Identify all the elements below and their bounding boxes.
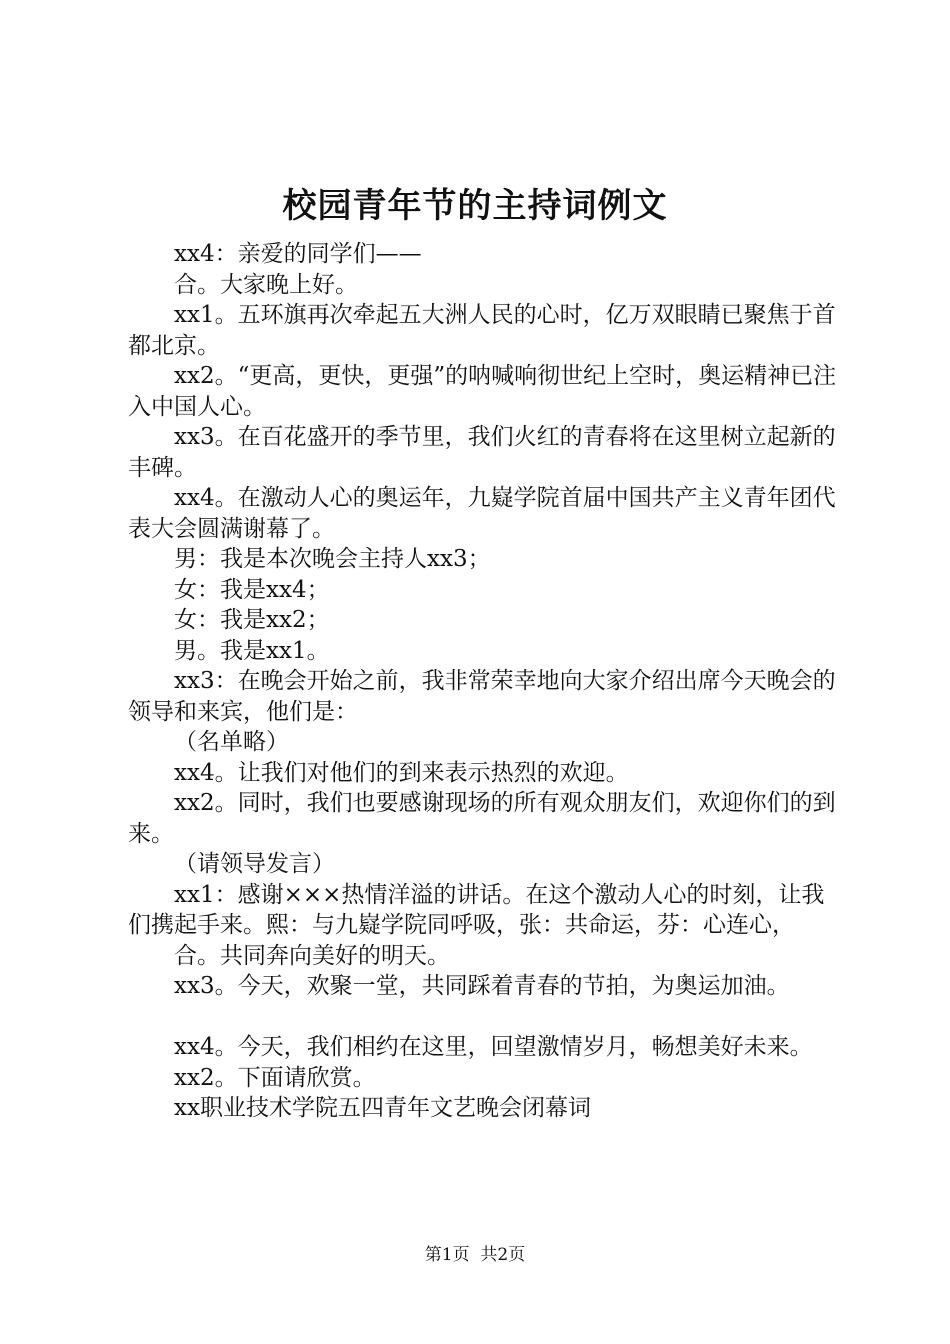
paragraph: （请领导发言） bbox=[174, 851, 335, 877]
paragraph: xx3：在晚会开始之前，我非常荣幸地向大家介绍出席今天晚会的领导和来宾，他们是： bbox=[128, 668, 836, 725]
paragraph: 合。大家晚上好。 bbox=[174, 271, 358, 298]
paragraph: xx4：亲爱的同学们—— bbox=[174, 241, 422, 267]
paragraph: xx4。今天，我们相约在这里，回望激情岁月，畅想美好未来。 bbox=[174, 1034, 813, 1060]
page-footer bbox=[0, 1244, 950, 1266]
paragraph: 合。共同奔向美好的明天。 bbox=[174, 942, 450, 969]
paragraph: 男。我是xx1。 bbox=[174, 637, 330, 664]
paragraph: xx2。下面请欣赏。 bbox=[174, 1064, 376, 1091]
page-number-total: 共2页 bbox=[480, 1245, 526, 1265]
footer-separator bbox=[470, 1245, 481, 1265]
paragraph: xx2。同时，我们也要感谢现场的所有观众朋友们，欢迎你们的到来。 bbox=[128, 790, 836, 847]
document-body bbox=[128, 239, 840, 1124]
paragraph: xx4。在激动人心的奥运年，九嶷学院首届中国共产主义青年团代表大会圆满谢幕了。 bbox=[128, 485, 836, 542]
paragraph: xx3。在百花盛开的季节里，我们火红的青春将在这里树立起新的丰碑。 bbox=[128, 424, 836, 481]
paragraph: 女：我是xx2； bbox=[174, 607, 330, 633]
paragraph: xx4。让我们对他们的到来表示热烈的欢迎。 bbox=[174, 759, 629, 786]
paragraph: xx2。“更高，更快，更强”的呐喊响彻世纪上空时，奥运精神已注入中国人心。 bbox=[128, 363, 837, 420]
paragraph: 女：我是xx4； bbox=[174, 576, 330, 603]
paragraph: xx1。五环旗再次牵起五大洲人民的心时，亿万双眼睛已聚焦于首都北京。 bbox=[128, 302, 836, 359]
paragraph: xx职业技术学院五四青年文艺晚会闭幕词 bbox=[174, 1095, 591, 1121]
paragraph: （名单略） bbox=[174, 729, 289, 755]
paragraph: xx1：感谢×××热情洋溢的讲话。在这个激动人心的时刻，让我们携起手来。熙：与九嶷学院同呼吸，张：共命运，芬：心连心， bbox=[128, 881, 825, 938]
page-number-current: 第1页 bbox=[424, 1245, 470, 1265]
paragraph: xx3。今天，欢聚一堂，共同踩着青春的节拍，为奥运加油。 bbox=[174, 973, 790, 999]
paragraph: 男：我是本次晚会主持人xx3； bbox=[174, 546, 491, 572]
document-title: 校园青年节的主持词例文 bbox=[282, 186, 668, 226]
